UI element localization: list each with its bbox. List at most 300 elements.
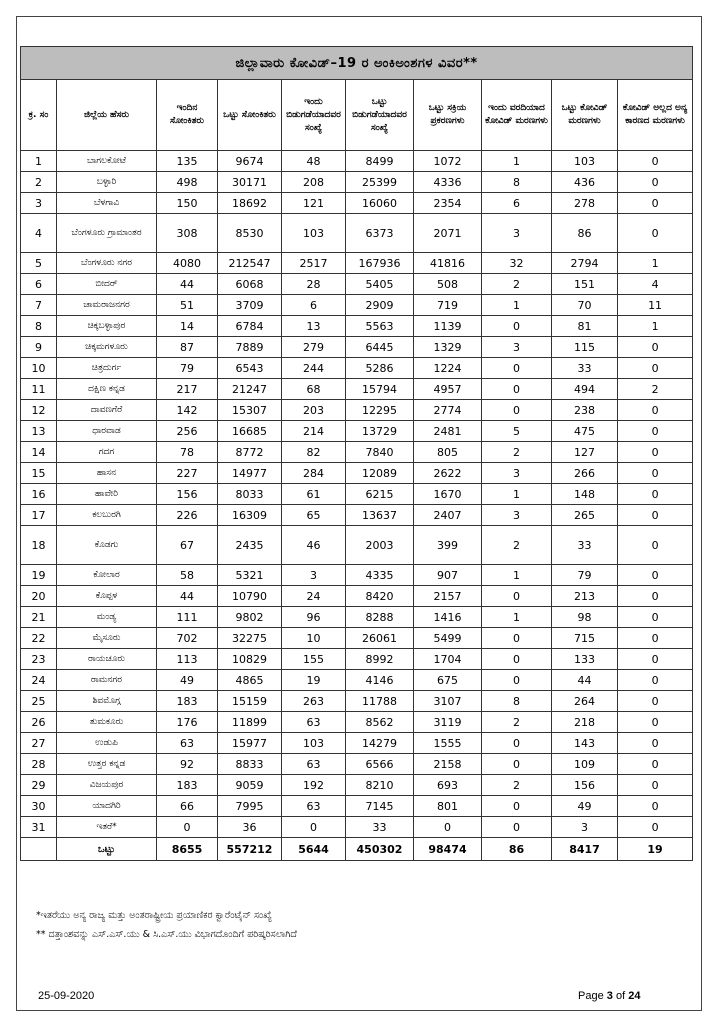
value-cell: 264 xyxy=(552,691,618,712)
value-cell: 135 xyxy=(157,151,218,172)
value-cell: 2622 xyxy=(414,463,482,484)
value-cell: 8 xyxy=(482,172,552,193)
district-name-cell: ಉತ್ತರ ಕನ್ನಡ xyxy=(57,754,157,775)
value-cell: 2071 xyxy=(414,214,482,253)
value-cell: 9674 xyxy=(218,151,282,172)
value-cell: 44 xyxy=(157,274,218,295)
table-row xyxy=(21,817,693,838)
page-current: 3 xyxy=(606,990,613,1002)
value-cell: 5286 xyxy=(346,358,414,379)
value-cell: 1072 xyxy=(414,151,482,172)
column-header: ಇಂದಿನ ಸೋಂಕಿತರು xyxy=(157,80,218,151)
value-cell: 1224 xyxy=(414,358,482,379)
page-total: 24 xyxy=(628,990,641,1002)
value-cell: 2 xyxy=(482,712,552,733)
value-cell: 0 xyxy=(618,565,693,586)
value-cell: 6373 xyxy=(346,214,414,253)
value-cell: 0 xyxy=(618,421,693,442)
district-name-cell: ತುಮಕೂರು xyxy=(57,712,157,733)
value-cell: 203 xyxy=(282,400,346,421)
table-row xyxy=(21,649,693,670)
value-cell: 142 xyxy=(157,400,218,421)
value-cell: 2794 xyxy=(552,253,618,274)
value-cell: 1704 xyxy=(414,649,482,670)
value-cell: 675 xyxy=(414,670,482,691)
value-cell: 183 xyxy=(157,691,218,712)
serial-cell: 28 xyxy=(21,754,57,775)
total-label-cell: ಒಟ್ಟು xyxy=(57,838,157,861)
serial-cell: 30 xyxy=(21,796,57,817)
value-cell: 5405 xyxy=(346,274,414,295)
value-cell: 3709 xyxy=(218,295,282,316)
value-cell: 0 xyxy=(618,400,693,421)
value-cell: 494 xyxy=(552,379,618,400)
value-cell: 8833 xyxy=(218,754,282,775)
serial-cell: 16 xyxy=(21,484,57,505)
value-cell: 13637 xyxy=(346,505,414,526)
value-cell: 5 xyxy=(482,421,552,442)
table-row xyxy=(21,754,693,775)
page-label: Page xyxy=(578,990,604,1002)
column-header: ಒಟ್ಟು ಸೋಂಕಿತರು xyxy=(218,80,282,151)
value-cell: 702 xyxy=(157,628,218,649)
table-row xyxy=(21,295,693,316)
value-cell: 8772 xyxy=(218,442,282,463)
value-cell: 63 xyxy=(282,796,346,817)
value-cell: 82 xyxy=(282,442,346,463)
value-cell: 3 xyxy=(552,817,618,838)
value-cell: 265 xyxy=(552,505,618,526)
value-cell: 0 xyxy=(618,586,693,607)
value-cell: 18692 xyxy=(218,193,282,214)
district-name-cell: ಬೆಂಗಳೂರು ಗ್ರಾಮಾಂತರ xyxy=(57,214,157,253)
district-name-cell: ಕೊಡಗು xyxy=(57,526,157,565)
value-cell: 0 xyxy=(157,817,218,838)
table-row xyxy=(21,775,693,796)
district-name-cell: ಉಡುಪಿ xyxy=(57,733,157,754)
value-cell: 33 xyxy=(346,817,414,838)
serial-cell: 20 xyxy=(21,586,57,607)
value-cell: 25399 xyxy=(346,172,414,193)
total-value-cell: 8417 xyxy=(552,838,618,861)
value-cell: 19 xyxy=(282,670,346,691)
value-cell: 0 xyxy=(618,691,693,712)
value-cell: 92 xyxy=(157,754,218,775)
value-cell: 0 xyxy=(482,817,552,838)
serial-cell: 31 xyxy=(21,817,57,838)
district-name-cell: ರಾಮನಗರ xyxy=(57,670,157,691)
value-cell: 218 xyxy=(552,712,618,733)
value-cell: 2 xyxy=(482,442,552,463)
district-name-cell: ಬಳ್ಳಾರಿ xyxy=(57,172,157,193)
footnotes xyxy=(36,906,297,944)
value-cell: 30171 xyxy=(218,172,282,193)
value-cell: 0 xyxy=(618,796,693,817)
total-value-cell xyxy=(21,838,57,861)
value-cell: 238 xyxy=(552,400,618,421)
value-cell: 0 xyxy=(482,379,552,400)
value-cell: 0 xyxy=(618,337,693,358)
value-cell: 4 xyxy=(618,274,693,295)
table-row xyxy=(21,607,693,628)
value-cell: 0 xyxy=(482,316,552,337)
column-header: ಕ್ರ. ಸಂ xyxy=(21,80,57,151)
value-cell: 7840 xyxy=(346,442,414,463)
value-cell: 8 xyxy=(482,691,552,712)
value-cell: 1139 xyxy=(414,316,482,337)
value-cell: 0 xyxy=(482,733,552,754)
header-row xyxy=(21,80,693,151)
value-cell: 4336 xyxy=(414,172,482,193)
value-cell: 8530 xyxy=(218,214,282,253)
value-cell: 436 xyxy=(552,172,618,193)
district-name-cell: ಬೀದರ್ xyxy=(57,274,157,295)
table-row xyxy=(21,712,693,733)
value-cell: 24 xyxy=(282,586,346,607)
value-cell: 11788 xyxy=(346,691,414,712)
serial-cell: 22 xyxy=(21,628,57,649)
table-row xyxy=(21,670,693,691)
district-name-cell: ಚಿತ್ರದುರ್ಗ xyxy=(57,358,157,379)
value-cell: 213 xyxy=(552,586,618,607)
value-cell: 0 xyxy=(618,193,693,214)
value-cell: 115 xyxy=(552,337,618,358)
value-cell: 36 xyxy=(218,817,282,838)
serial-cell: 14 xyxy=(21,442,57,463)
total-value-cell: 5644 xyxy=(282,838,346,861)
serial-cell: 26 xyxy=(21,712,57,733)
value-cell: 12295 xyxy=(346,400,414,421)
value-cell: 96 xyxy=(282,607,346,628)
page-number xyxy=(578,990,640,1002)
district-name-cell: ಹಾಸನ xyxy=(57,463,157,484)
value-cell: 801 xyxy=(414,796,482,817)
value-cell: 399 xyxy=(414,526,482,565)
value-cell: 11899 xyxy=(218,712,282,733)
value-cell: 33 xyxy=(552,358,618,379)
value-cell: 21247 xyxy=(218,379,282,400)
value-cell: 86 xyxy=(552,214,618,253)
table-row xyxy=(21,565,693,586)
value-cell: 6 xyxy=(282,295,346,316)
footnote-data-source: ** ದತ್ತಾಂಶವನ್ನು ಎಸ್.ಎಸ್.ಯು & ಸಿ.ಎಸ್.ಯು ವಿಭಾಗದೊಂದಿಗೆ ಪರಿಷ್ಕರಿಸಲಾಗಿದೆ xyxy=(36,929,297,940)
value-cell: 1 xyxy=(482,295,552,316)
value-cell: 308 xyxy=(157,214,218,253)
value-cell: 4080 xyxy=(157,253,218,274)
value-cell: 15977 xyxy=(218,733,282,754)
district-name-cell: ಬೆಂಗಳೂರು ನಗರ xyxy=(57,253,157,274)
value-cell: 155 xyxy=(282,649,346,670)
district-name-cell: ಗದಗ xyxy=(57,442,157,463)
value-cell: 68 xyxy=(282,379,346,400)
value-cell: 907 xyxy=(414,565,482,586)
value-cell: 0 xyxy=(618,649,693,670)
value-cell: 4957 xyxy=(414,379,482,400)
serial-cell: 29 xyxy=(21,775,57,796)
district-name-cell: ದಾವಣಗೆರೆ xyxy=(57,400,157,421)
table-wrapper xyxy=(20,46,692,861)
serial-cell: 6 xyxy=(21,274,57,295)
value-cell: 44 xyxy=(552,670,618,691)
value-cell: 58 xyxy=(157,565,218,586)
value-cell: 10 xyxy=(282,628,346,649)
value-cell: 49 xyxy=(157,670,218,691)
value-cell: 6543 xyxy=(218,358,282,379)
district-name-cell: ಮಂಡ್ಯ xyxy=(57,607,157,628)
value-cell: 8288 xyxy=(346,607,414,628)
table-row xyxy=(21,796,693,817)
report-date: 25-09-2020 xyxy=(38,990,95,1002)
value-cell: 6 xyxy=(482,193,552,214)
value-cell: 81 xyxy=(552,316,618,337)
value-cell: 46 xyxy=(282,526,346,565)
value-cell: 16685 xyxy=(218,421,282,442)
serial-cell: 12 xyxy=(21,400,57,421)
value-cell: 87 xyxy=(157,337,218,358)
total-value-cell: 450302 xyxy=(346,838,414,861)
serial-cell: 1 xyxy=(21,151,57,172)
table-row xyxy=(21,463,693,484)
table-row xyxy=(21,628,693,649)
value-cell: 2157 xyxy=(414,586,482,607)
value-cell: 7889 xyxy=(218,337,282,358)
value-cell: 121 xyxy=(282,193,346,214)
value-cell: 8992 xyxy=(346,649,414,670)
value-cell: 11 xyxy=(618,295,693,316)
column-header: ಕೋವಿಡ್ ಅಲ್ಲದ ಅನ್ಯ ಕಾರಣದ ಮರಣಗಳು xyxy=(618,80,693,151)
serial-cell: 17 xyxy=(21,505,57,526)
district-name-cell: ಧಾರವಾಡ xyxy=(57,421,157,442)
table-row xyxy=(21,193,693,214)
value-cell: 5321 xyxy=(218,565,282,586)
table-row xyxy=(21,421,693,442)
value-cell: 63 xyxy=(282,754,346,775)
value-cell: 279 xyxy=(282,337,346,358)
value-cell: 8499 xyxy=(346,151,414,172)
table-row xyxy=(21,733,693,754)
value-cell: 7995 xyxy=(218,796,282,817)
value-cell: 0 xyxy=(618,463,693,484)
value-cell: 0 xyxy=(618,670,693,691)
value-cell: 1329 xyxy=(414,337,482,358)
value-cell: 3107 xyxy=(414,691,482,712)
value-cell: 14279 xyxy=(346,733,414,754)
value-cell: 0 xyxy=(482,649,552,670)
value-cell: 4335 xyxy=(346,565,414,586)
value-cell: 6068 xyxy=(218,274,282,295)
value-cell: 28 xyxy=(282,274,346,295)
footnote-others: *ಇತರೆಯು ಅನ್ಯ ರಾಜ್ಯ ಮತ್ತು ಅಂತರಾಷ್ಟ್ರೀಯ ಪ್ರಯಾಣಿಕರ ಕ್ವಾರೆಂಟೈನ್ ಸಂಖ್ಯೆ xyxy=(36,910,272,921)
value-cell: 49 xyxy=(552,796,618,817)
value-cell: 0 xyxy=(618,526,693,565)
value-cell: 79 xyxy=(552,565,618,586)
page-of: of xyxy=(615,990,626,1002)
value-cell: 8210 xyxy=(346,775,414,796)
value-cell: 0 xyxy=(482,400,552,421)
value-cell: 10829 xyxy=(218,649,282,670)
value-cell: 1416 xyxy=(414,607,482,628)
value-cell: 12089 xyxy=(346,463,414,484)
value-cell: 127 xyxy=(552,442,618,463)
value-cell: 9059 xyxy=(218,775,282,796)
value-cell: 26061 xyxy=(346,628,414,649)
value-cell: 6445 xyxy=(346,337,414,358)
value-cell: 0 xyxy=(482,670,552,691)
district-name-cell: ದಕ್ಷಿಣ ಕನ್ನಡ xyxy=(57,379,157,400)
value-cell: 14 xyxy=(157,316,218,337)
value-cell: 63 xyxy=(157,733,218,754)
serial-cell: 19 xyxy=(21,565,57,586)
value-cell: 2 xyxy=(482,274,552,295)
value-cell: 133 xyxy=(552,649,618,670)
value-cell: 8562 xyxy=(346,712,414,733)
district-name-cell: ಕೊಪ್ಪಳ xyxy=(57,586,157,607)
value-cell: 2158 xyxy=(414,754,482,775)
serial-cell: 5 xyxy=(21,253,57,274)
serial-cell: 3 xyxy=(21,193,57,214)
total-value-cell: 86 xyxy=(482,838,552,861)
value-cell: 3 xyxy=(482,214,552,253)
value-cell: 2003 xyxy=(346,526,414,565)
serial-cell: 11 xyxy=(21,379,57,400)
value-cell: 14977 xyxy=(218,463,282,484)
value-cell: 70 xyxy=(552,295,618,316)
serial-cell: 18 xyxy=(21,526,57,565)
value-cell: 805 xyxy=(414,442,482,463)
table-row xyxy=(21,691,693,712)
serial-cell: 25 xyxy=(21,691,57,712)
value-cell: 48 xyxy=(282,151,346,172)
value-cell: 2407 xyxy=(414,505,482,526)
column-header: ಜಿಲ್ಲೆಯ ಹೆಸರು xyxy=(57,80,157,151)
table-title: ಜಿಲ್ಲಾವಾರು ಕೋವಿಡ್–19 ರ ಅಂಕಿಅಂಶಗಳ ವಿವರ** xyxy=(21,47,693,80)
district-name-cell: ಕಲಬುರಗಿ xyxy=(57,505,157,526)
value-cell: 2517 xyxy=(282,253,346,274)
table-body xyxy=(21,151,693,838)
value-cell: 278 xyxy=(552,193,618,214)
value-cell: 3 xyxy=(282,565,346,586)
value-cell: 10790 xyxy=(218,586,282,607)
value-cell: 0 xyxy=(618,442,693,463)
value-cell: 32275 xyxy=(218,628,282,649)
value-cell: 227 xyxy=(157,463,218,484)
value-cell: 244 xyxy=(282,358,346,379)
district-name-cell: ಶಿವಮೊಗ್ಗ xyxy=(57,691,157,712)
value-cell: 256 xyxy=(157,421,218,442)
table-row xyxy=(21,316,693,337)
table-row xyxy=(21,274,693,295)
value-cell: 16309 xyxy=(218,505,282,526)
total-value-cell: 19 xyxy=(618,838,693,861)
value-cell: 66 xyxy=(157,796,218,817)
table-row xyxy=(21,151,693,172)
total-value-cell: 98474 xyxy=(414,838,482,861)
value-cell: 0 xyxy=(482,586,552,607)
value-cell: 192 xyxy=(282,775,346,796)
table-row xyxy=(21,253,693,274)
value-cell: 0 xyxy=(282,817,346,838)
value-cell: 3 xyxy=(482,463,552,484)
value-cell: 693 xyxy=(414,775,482,796)
serial-cell: 7 xyxy=(21,295,57,316)
value-cell: 13 xyxy=(282,316,346,337)
serial-cell: 9 xyxy=(21,337,57,358)
value-cell: 208 xyxy=(282,172,346,193)
value-cell: 79 xyxy=(157,358,218,379)
serial-cell: 27 xyxy=(21,733,57,754)
value-cell: 1 xyxy=(482,151,552,172)
value-cell: 1 xyxy=(482,607,552,628)
district-name-cell: ರಾಯಚೂರು xyxy=(57,649,157,670)
value-cell: 5563 xyxy=(346,316,414,337)
value-cell: 0 xyxy=(618,817,693,838)
value-cell: 2354 xyxy=(414,193,482,214)
district-name-cell: ಮೈಸೂರು xyxy=(57,628,157,649)
value-cell: 103 xyxy=(282,733,346,754)
value-cell: 98 xyxy=(552,607,618,628)
district-name-cell: ಯಾದಗಿರಿ xyxy=(57,796,157,817)
value-cell: 715 xyxy=(552,628,618,649)
column-header: ಒಟ್ಟು ಸಕ್ರಿಯ ಪ್ರಕರಣಗಳು xyxy=(414,80,482,151)
value-cell: 150 xyxy=(157,193,218,214)
value-cell: 263 xyxy=(282,691,346,712)
serial-cell: 2 xyxy=(21,172,57,193)
table-row xyxy=(21,214,693,253)
value-cell: 44 xyxy=(157,586,218,607)
value-cell: 0 xyxy=(618,358,693,379)
total-row xyxy=(21,838,693,861)
district-name-cell: ಬಾಗಲಕೋಟೆ xyxy=(57,151,157,172)
table-row xyxy=(21,526,693,565)
value-cell: 148 xyxy=(552,484,618,505)
value-cell: 111 xyxy=(157,607,218,628)
value-cell: 0 xyxy=(618,628,693,649)
value-cell: 1 xyxy=(482,484,552,505)
value-cell: 78 xyxy=(157,442,218,463)
value-cell: 16060 xyxy=(346,193,414,214)
serial-cell: 15 xyxy=(21,463,57,484)
total-value-cell: 557212 xyxy=(218,838,282,861)
value-cell: 15307 xyxy=(218,400,282,421)
value-cell: 217 xyxy=(157,379,218,400)
value-cell: 3119 xyxy=(414,712,482,733)
value-cell: 15159 xyxy=(218,691,282,712)
value-cell: 0 xyxy=(618,733,693,754)
value-cell: 67 xyxy=(157,526,218,565)
value-cell: 33 xyxy=(552,526,618,565)
value-cell: 143 xyxy=(552,733,618,754)
value-cell: 113 xyxy=(157,649,218,670)
value-cell: 1555 xyxy=(414,733,482,754)
value-cell: 32 xyxy=(482,253,552,274)
value-cell: 109 xyxy=(552,754,618,775)
value-cell: 2909 xyxy=(346,295,414,316)
district-name-cell: ಚಿಕ್ಕಮಗಳೂರು xyxy=(57,337,157,358)
value-cell: 0 xyxy=(618,151,693,172)
value-cell: 103 xyxy=(282,214,346,253)
value-cell: 2 xyxy=(482,775,552,796)
value-cell: 214 xyxy=(282,421,346,442)
value-cell: 2 xyxy=(618,379,693,400)
value-cell: 5499 xyxy=(414,628,482,649)
district-stats-table xyxy=(20,46,693,861)
value-cell: 1670 xyxy=(414,484,482,505)
serial-cell: 4 xyxy=(21,214,57,253)
value-cell: 1 xyxy=(618,253,693,274)
column-header: ಇಂದು ಬಿಡುಗಡೆಯಾದವರ ಸಂಖ್ಯೆ xyxy=(282,80,346,151)
value-cell: 1 xyxy=(618,316,693,337)
table-row xyxy=(21,484,693,505)
